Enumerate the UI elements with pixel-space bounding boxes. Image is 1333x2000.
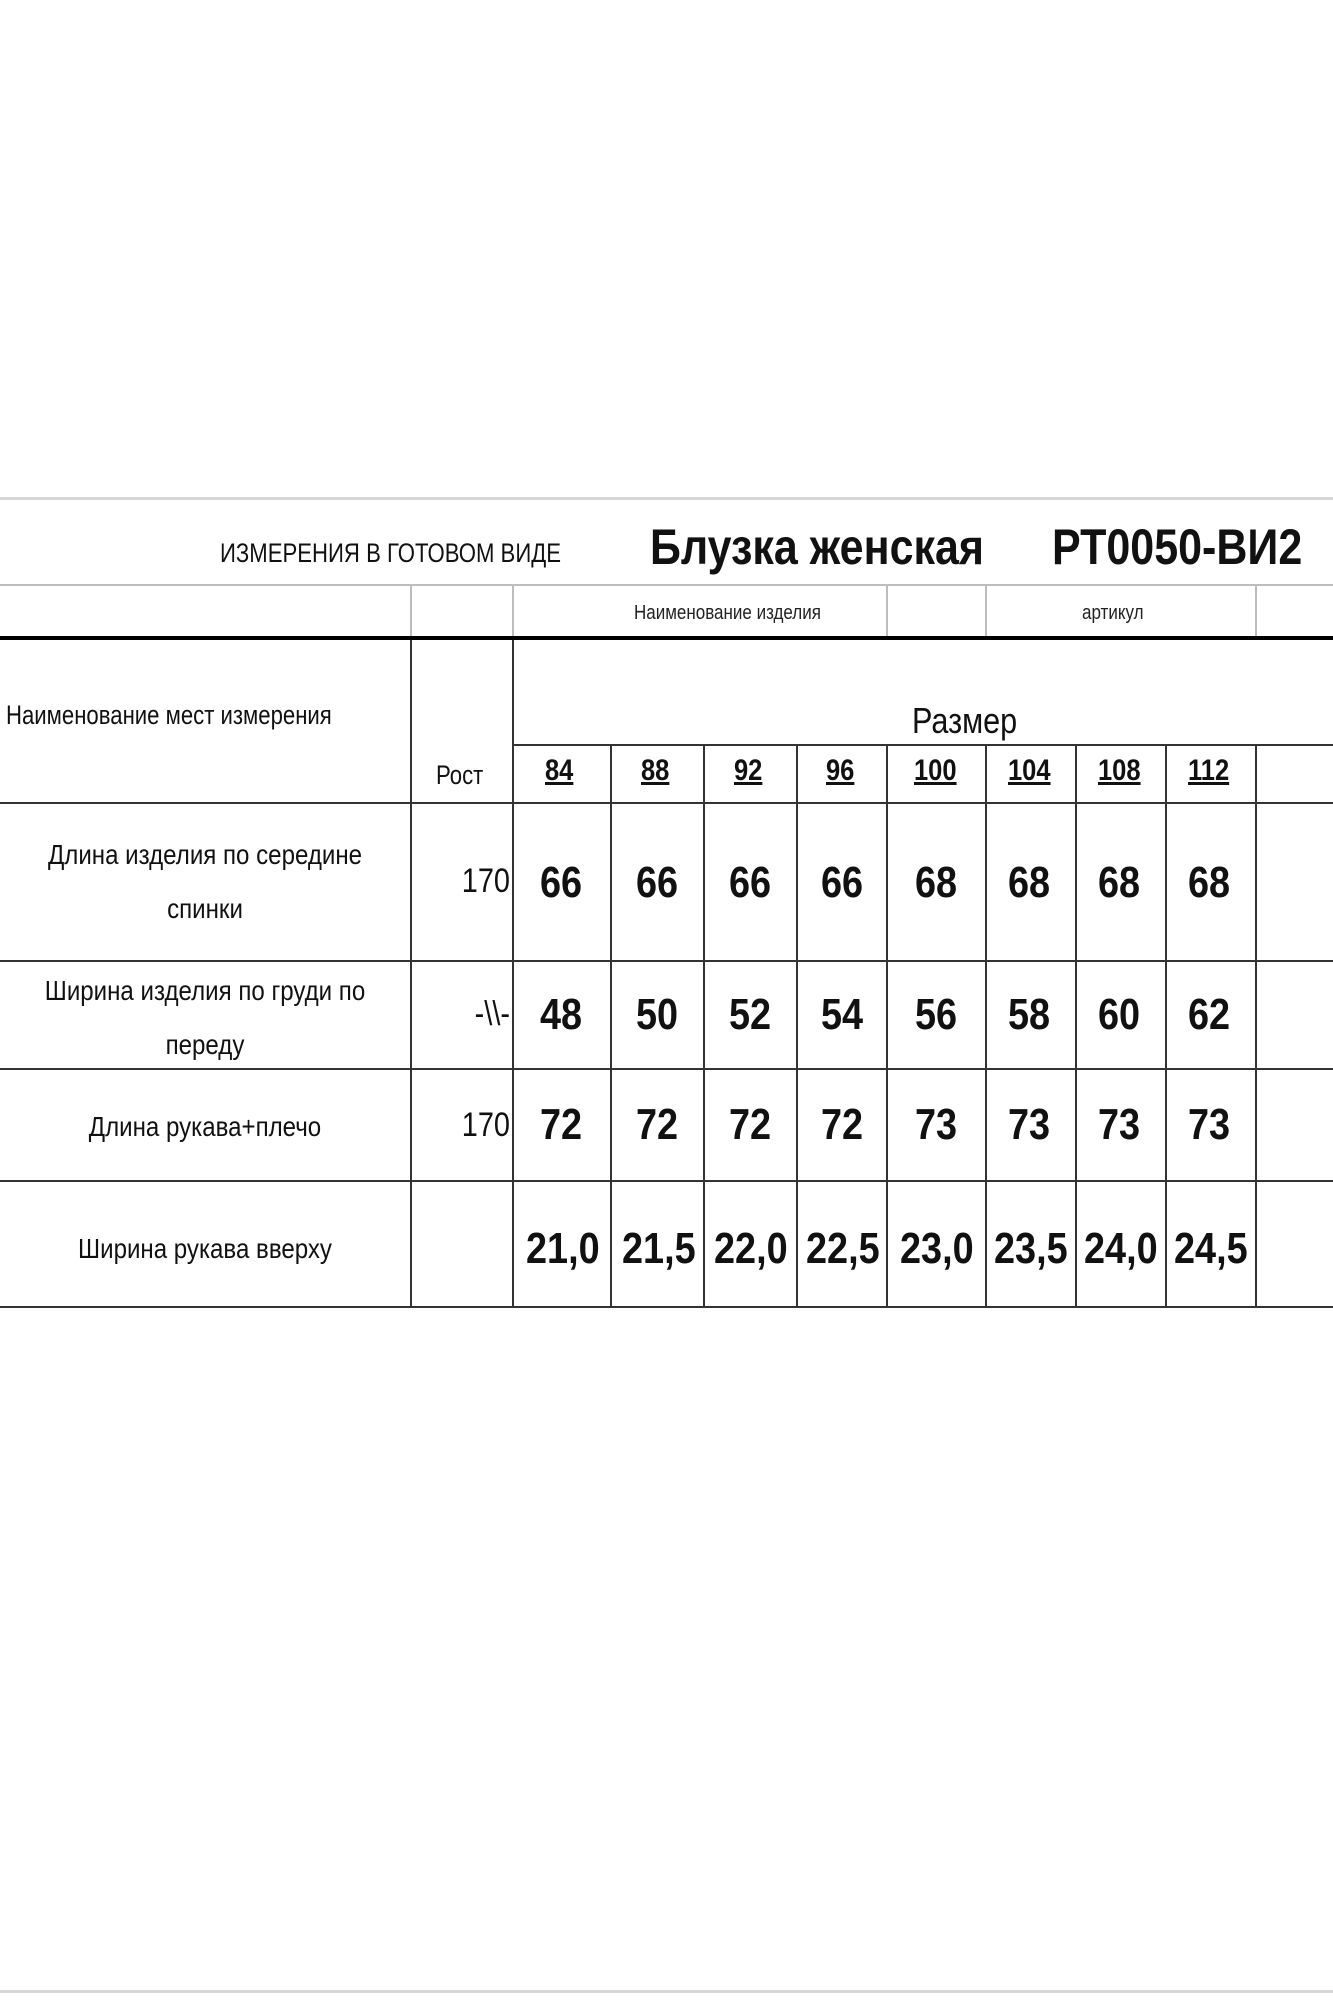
value-cell: 68 xyxy=(915,858,958,907)
value-cell: 66 xyxy=(821,858,864,907)
col-divider xyxy=(985,746,987,1308)
col-divider xyxy=(410,640,412,1308)
row-name-line: Длина изделия по середине xyxy=(47,839,363,870)
row-divider xyxy=(0,960,1333,962)
value-cell: 66 xyxy=(636,858,679,907)
value-cell: 21,5 xyxy=(622,1224,696,1273)
size-104: 104 xyxy=(1008,754,1051,787)
measurements-label: ИЗМЕРЕНИЯ В ГОТОВОМ ВИДЕ xyxy=(220,538,562,568)
value-cell: 73 xyxy=(915,1100,958,1149)
value-cell: 52 xyxy=(729,990,772,1039)
value-cell: 66 xyxy=(729,858,772,907)
value-cell: 68 xyxy=(1008,858,1051,907)
value-cell: 50 xyxy=(636,990,679,1039)
row-name-line: спинки xyxy=(167,893,243,924)
value-cell: 24,0 xyxy=(1084,1224,1158,1273)
height-header: Рост xyxy=(436,760,484,790)
title-row xyxy=(0,500,1333,584)
row-name xyxy=(29,1222,382,1276)
row-name xyxy=(29,1100,382,1154)
value-cell: 23,5 xyxy=(994,1224,1068,1273)
col-divider xyxy=(610,746,612,1308)
size-header-divider xyxy=(512,744,1333,746)
value-cell: 24,5 xyxy=(1174,1224,1248,1273)
table-bottom-border xyxy=(0,1306,1333,1308)
col-divider xyxy=(512,640,514,1308)
value-cell: 22,0 xyxy=(714,1224,788,1273)
size-108: 108 xyxy=(1098,754,1141,787)
value-cell: 62 xyxy=(1188,990,1231,1039)
row-height: 170 xyxy=(461,1106,510,1144)
value-cell: 60 xyxy=(1098,990,1141,1039)
size-88: 88 xyxy=(641,754,670,787)
col-divider xyxy=(1255,746,1257,1308)
value-cell: 72 xyxy=(636,1100,679,1149)
product-name-caption: Наименование изделия xyxy=(634,602,821,624)
col-divider xyxy=(1165,746,1167,1308)
sheet-bottom-border xyxy=(0,1990,1333,1993)
places-header: Наименование мест измерения xyxy=(6,700,332,730)
value-cell: 54 xyxy=(821,990,864,1039)
value-cell: 73 xyxy=(1008,1100,1051,1149)
row-divider xyxy=(0,1180,1333,1182)
row-height: -\\- xyxy=(474,995,510,1033)
col-divider xyxy=(886,746,888,1308)
row-name-line: Ширина изделия по груди по xyxy=(44,975,366,1006)
caption-row xyxy=(0,584,1333,636)
size-100: 100 xyxy=(914,754,957,787)
size-header: Размер xyxy=(912,700,1018,741)
value-cell: 22,5 xyxy=(806,1224,880,1273)
size-84: 84 xyxy=(545,754,574,787)
row-name-line: Длина рукава+плечо xyxy=(88,1111,322,1142)
value-cell: 66 xyxy=(540,858,583,907)
value-cell: 72 xyxy=(729,1100,772,1149)
size-92: 92 xyxy=(734,754,763,787)
article-number: РТ0050-ВИ2 xyxy=(1052,519,1303,575)
row-name-line: Ширина рукава вверху xyxy=(78,1233,332,1264)
row-name-line: переду xyxy=(165,1029,245,1060)
row-height: 170 xyxy=(461,862,510,900)
value-cell: 72 xyxy=(540,1100,583,1149)
value-cell: 23,0 xyxy=(900,1224,974,1273)
row-name xyxy=(29,828,382,936)
row-name xyxy=(29,964,382,1072)
size-96: 96 xyxy=(826,754,855,787)
product-name: Блузка женская xyxy=(650,519,985,575)
value-cell: 73 xyxy=(1188,1100,1231,1149)
value-cell: 58 xyxy=(1008,990,1051,1039)
row-divider xyxy=(0,802,1333,804)
value-cell: 68 xyxy=(1188,858,1231,907)
col-divider xyxy=(703,746,705,1308)
col-divider xyxy=(1075,746,1077,1308)
article-caption: артикул xyxy=(1082,602,1144,624)
value-cell: 68 xyxy=(1098,858,1141,907)
value-cell: 72 xyxy=(821,1100,864,1149)
value-cell: 21,0 xyxy=(526,1224,600,1273)
value-cell: 73 xyxy=(1098,1100,1141,1149)
value-cell: 56 xyxy=(915,990,958,1039)
value-cell: 48 xyxy=(540,990,583,1039)
table-top-border xyxy=(0,636,1333,640)
size-112: 112 xyxy=(1188,754,1230,787)
col-divider xyxy=(796,746,798,1308)
